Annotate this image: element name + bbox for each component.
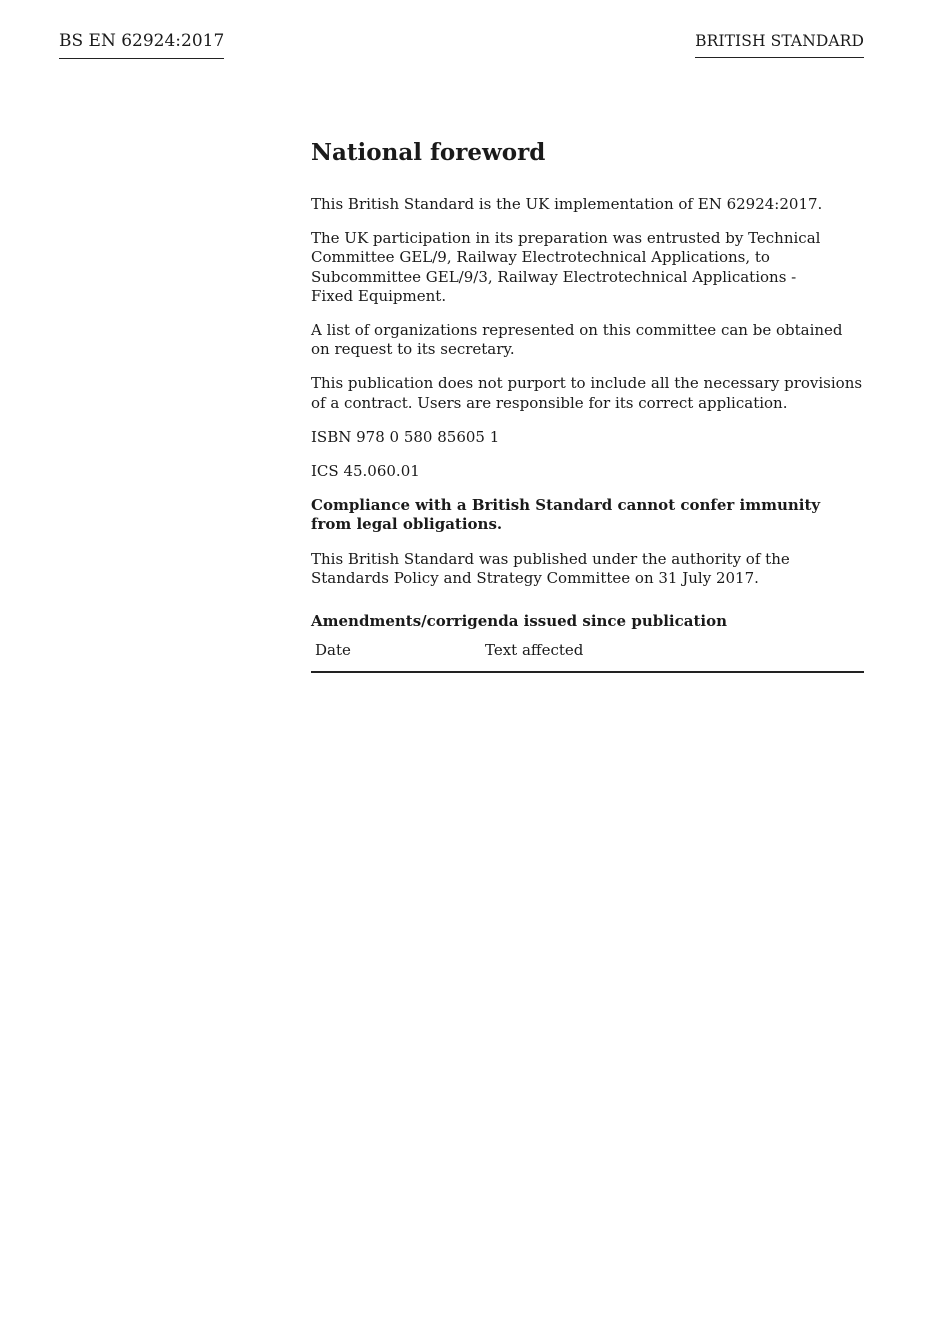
header-document-id: BS EN 62924:2017 [59, 30, 224, 59]
isbn-text: ISBN 978 0 580 85605 1 [311, 427, 500, 446]
committee-paragraph [311, 229, 864, 306]
ics-text: ICS 45.060.01 [311, 462, 420, 481]
foreword-section [311, 138, 864, 673]
compliance-statement: Compliance with a British Standard cannot confer immunity from legal obligations. [311, 496, 821, 534]
committee-line-2: Committee GEL/9, Railway Electrotechnical Applications, to [311, 248, 770, 267]
page-title: National foreword [311, 139, 546, 166]
amendments-table [311, 641, 864, 673]
column-header-date: Date [311, 641, 481, 672]
organizations-paragraph: A list of organizations represented on this committee can be obtained on request to its secretary. [311, 321, 843, 359]
implementation-paragraph: This British Standard is the UK implementation of EN 62924:2017. [311, 195, 823, 213]
committee-line-3: Subcommittee GEL/9/3, Railway Electrotechnical Applications - [311, 267, 797, 286]
publication-statement: This British Standard was published under the authority of the Standards Policy and Strategy Committee on 31 July 2017. [311, 549, 790, 587]
column-header-text-affected: Text affected [481, 641, 864, 672]
amendments-heading: Amendments/corrigenda issued since publication [311, 612, 727, 631]
provisions-paragraph: This publication does not purport to include all the necessary provisions of a contract. Users are responsible for its correct application. [311, 374, 863, 412]
header-series-label: BRITISH STANDARD [695, 31, 864, 58]
committee-line-1: The UK participation in its preparation was entrusted by Technical [311, 229, 821, 248]
committee-line-4: Fixed Equipment. [311, 286, 447, 305]
amendments-header-row [311, 641, 864, 672]
